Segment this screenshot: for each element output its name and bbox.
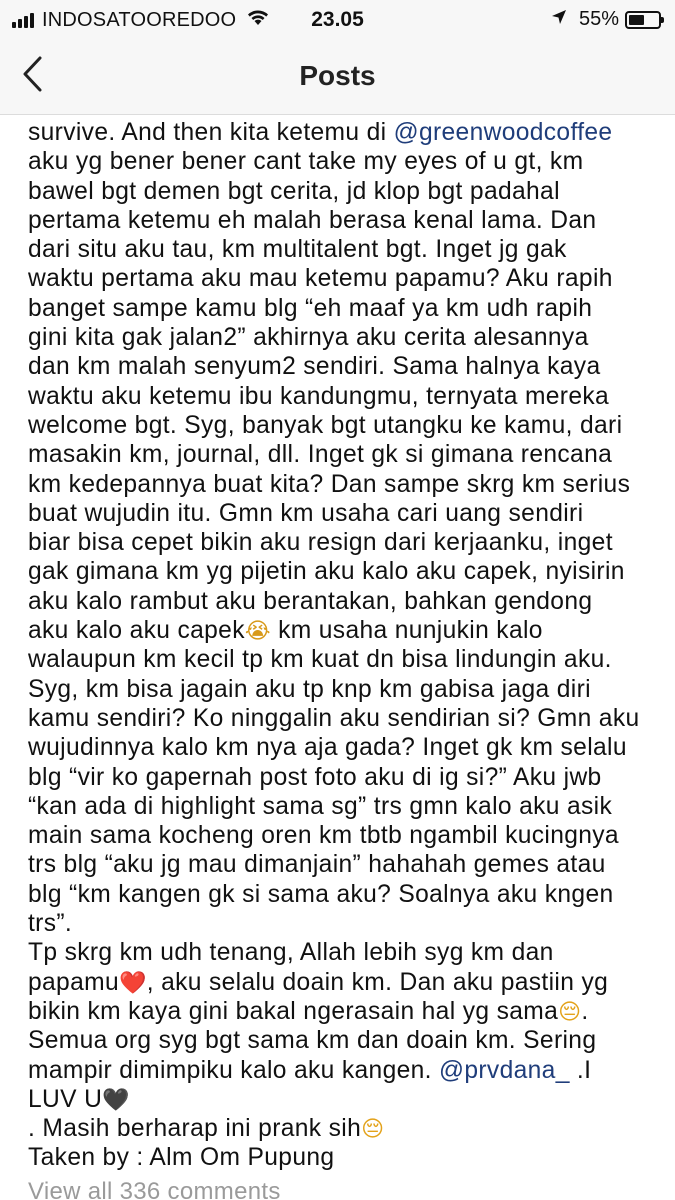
status-right — [551, 8, 661, 31]
caption-line — [28, 264, 668, 293]
caption-line — [28, 938, 668, 967]
clock: 23.05 — [311, 8, 364, 31]
caption-line — [28, 528, 668, 557]
caption-text: km usaha nunjukin kalo — [270, 617, 543, 645]
post-caption — [28, 118, 668, 1173]
caption-text: . — [581, 997, 589, 1025]
sad-emoji-icon: 😔 — [361, 1117, 385, 1143]
nav-bar — [0, 40, 675, 115]
caption-line — [28, 968, 668, 997]
caption-line — [28, 733, 668, 762]
cry-emoji-icon: 😭 — [244, 619, 271, 645]
caption-text: aku kalo aku capek — [28, 617, 245, 645]
caption-line — [28, 1085, 668, 1114]
caption-text: bawel bgt demen bgt cerita, jd klop bgt padahal — [28, 177, 560, 205]
caption-text: papamu — [28, 968, 119, 996]
caption-line — [28, 675, 668, 704]
caption-line — [28, 880, 668, 909]
caption-text: dari situ aku tau, km multitalent bgt. Inget jg gak — [28, 236, 567, 264]
caption-text: bikin km kaya gini bakal ngerasain hal yg sama — [28, 997, 559, 1025]
battery-percent: 55% — [578, 8, 619, 30]
caption-line — [28, 382, 668, 411]
caption-text: pertama ketemu eh malah berasa kenal lama. Dan — [28, 206, 597, 234]
caption-line — [28, 177, 668, 206]
caption-line — [28, 470, 668, 499]
caption-line — [28, 147, 668, 176]
caption-line — [28, 821, 668, 850]
caption-line — [28, 206, 668, 235]
caption-text: trs”. — [28, 910, 73, 938]
caption-text: survive. And then kita ketemu di — [28, 119, 394, 146]
caption-line — [28, 1026, 668, 1055]
caption-text: welcome bgt. Syg, banyak bgt utangku ke kamu, dari — [28, 411, 623, 439]
mention-link[interactable]: @greenwoodcoffee — [393, 119, 613, 146]
caption-text: main sama kocheng oren km tbtb ngambil kucingnya — [28, 822, 619, 850]
caption-text: aku yg bener bener cant take my eyes of u gt, km — [28, 148, 584, 176]
caption-line — [28, 997, 668, 1026]
caption-line — [28, 1143, 668, 1172]
caption-line — [28, 909, 668, 938]
caption-text: .I — [569, 1056, 592, 1084]
caption-text: gini kita gak jalan2” akhirnya aku cerita alesannya — [28, 324, 589, 352]
caption-text: Syg, km bisa jagain aku tp knp km gabisa jaga diri — [28, 675, 591, 703]
view-comments-link[interactable]: View all 336 comments — [28, 1178, 281, 1200]
caption-line — [28, 645, 668, 674]
caption-text: . Masih berharap ini prank sih — [28, 1115, 362, 1143]
caption-line — [28, 704, 668, 733]
mention-link[interactable]: @prvdana_ — [439, 1056, 570, 1084]
caption-line — [28, 118, 668, 147]
caption-text: biar bisa cepet bikin aku resign dari kerjaanku, inget — [28, 529, 613, 557]
status-bar — [0, 0, 675, 40]
caption-line — [28, 323, 668, 352]
caption-text: masakin km, journal, dll. Inget gk si gimana rencana — [28, 441, 613, 469]
caption-text: walaupun km kecil tp km kuat dn bisa lindungin aku. — [28, 646, 612, 674]
caption-line — [28, 850, 668, 879]
caption-text: dan km malah senyum2 sendiri. Sama halnya kaya — [28, 353, 601, 381]
blackheart-emoji-icon: 🖤 — [102, 1087, 130, 1113]
caption-text: mampir dimimpiku kalo aku kangen. — [28, 1056, 440, 1084]
caption-text: “kan ada di highlight sama sg” trs gmn kalo aku asik — [28, 792, 613, 820]
carrier-name: INDOSATOOREDOO — [42, 8, 237, 31]
sad-emoji-icon: 😔 — [558, 999, 582, 1025]
battery-icon — [625, 11, 661, 29]
caption-text: blg “vir ko gapernah post foto aku di ig si?” Aku jwb — [28, 763, 602, 791]
caption-line — [28, 294, 668, 323]
caption-line — [28, 440, 668, 469]
page-title: Posts — [299, 60, 376, 91]
caption-text: , aku selalu doain km. Dan aku pastiin yg — [146, 968, 609, 996]
caption-line — [28, 792, 668, 821]
caption-text: LUV U — [28, 1085, 103, 1113]
caption-text: blg “km kangen gk si sama aku? Soalnya aku kngen — [28, 880, 614, 908]
caption-line — [28, 1056, 668, 1085]
caption-text: gak gimana km yg pijetin aku kalo aku capek, nyisirin — [28, 558, 625, 586]
caption-line — [28, 763, 668, 792]
caption-text: banget sampe kamu blg “eh maaf ya km udh rapih — [28, 294, 593, 322]
battery-fill — [629, 15, 644, 25]
caption-text: wujudinnya kalo km nya aja gada? Inget gk km selalu — [28, 734, 627, 762]
caption-text: waktu pertama aku mau ketemu papamu? Aku rapih — [28, 265, 613, 293]
caption-text: Taken by : Alm Om Pupung — [28, 1144, 335, 1172]
caption-text: Semua org syg bgt sama km dan doain km. Sering — [28, 1027, 597, 1055]
heart-emoji-icon: ❤️ — [118, 970, 147, 996]
caption-line — [28, 235, 668, 264]
caption-line — [28, 411, 668, 440]
caption-line — [28, 557, 668, 586]
caption-text: buat wujudin itu. Gmn km usaha cari uang sendiri — [28, 499, 584, 527]
location-arrow-icon — [551, 8, 567, 31]
caption-text: aku kalo rambut aku berantakan, bahkan gendong — [28, 587, 593, 615]
caption-line — [28, 587, 668, 616]
caption-line — [28, 616, 668, 645]
caption-text: waktu aku ketemu ibu kandungmu, ternyata mereka — [28, 382, 610, 410]
caption-line — [28, 352, 668, 381]
caption-text: km kedepannya buat kita? Dan sampe skrg km serius — [28, 470, 631, 498]
caption-line — [28, 499, 668, 528]
caption-text: Tp skrg km udh tenang, Allah lebih syg km dan — [28, 939, 554, 967]
caption-text: trs blg “aku jg mau dimanjain” hahahah gemes atau — [28, 851, 606, 879]
battery-nub — [661, 17, 664, 23]
caption-line — [28, 1114, 668, 1143]
caption-text: kamu sendiri? Ko ninggalin aku sendirian si? Gmn aku — [28, 704, 640, 732]
